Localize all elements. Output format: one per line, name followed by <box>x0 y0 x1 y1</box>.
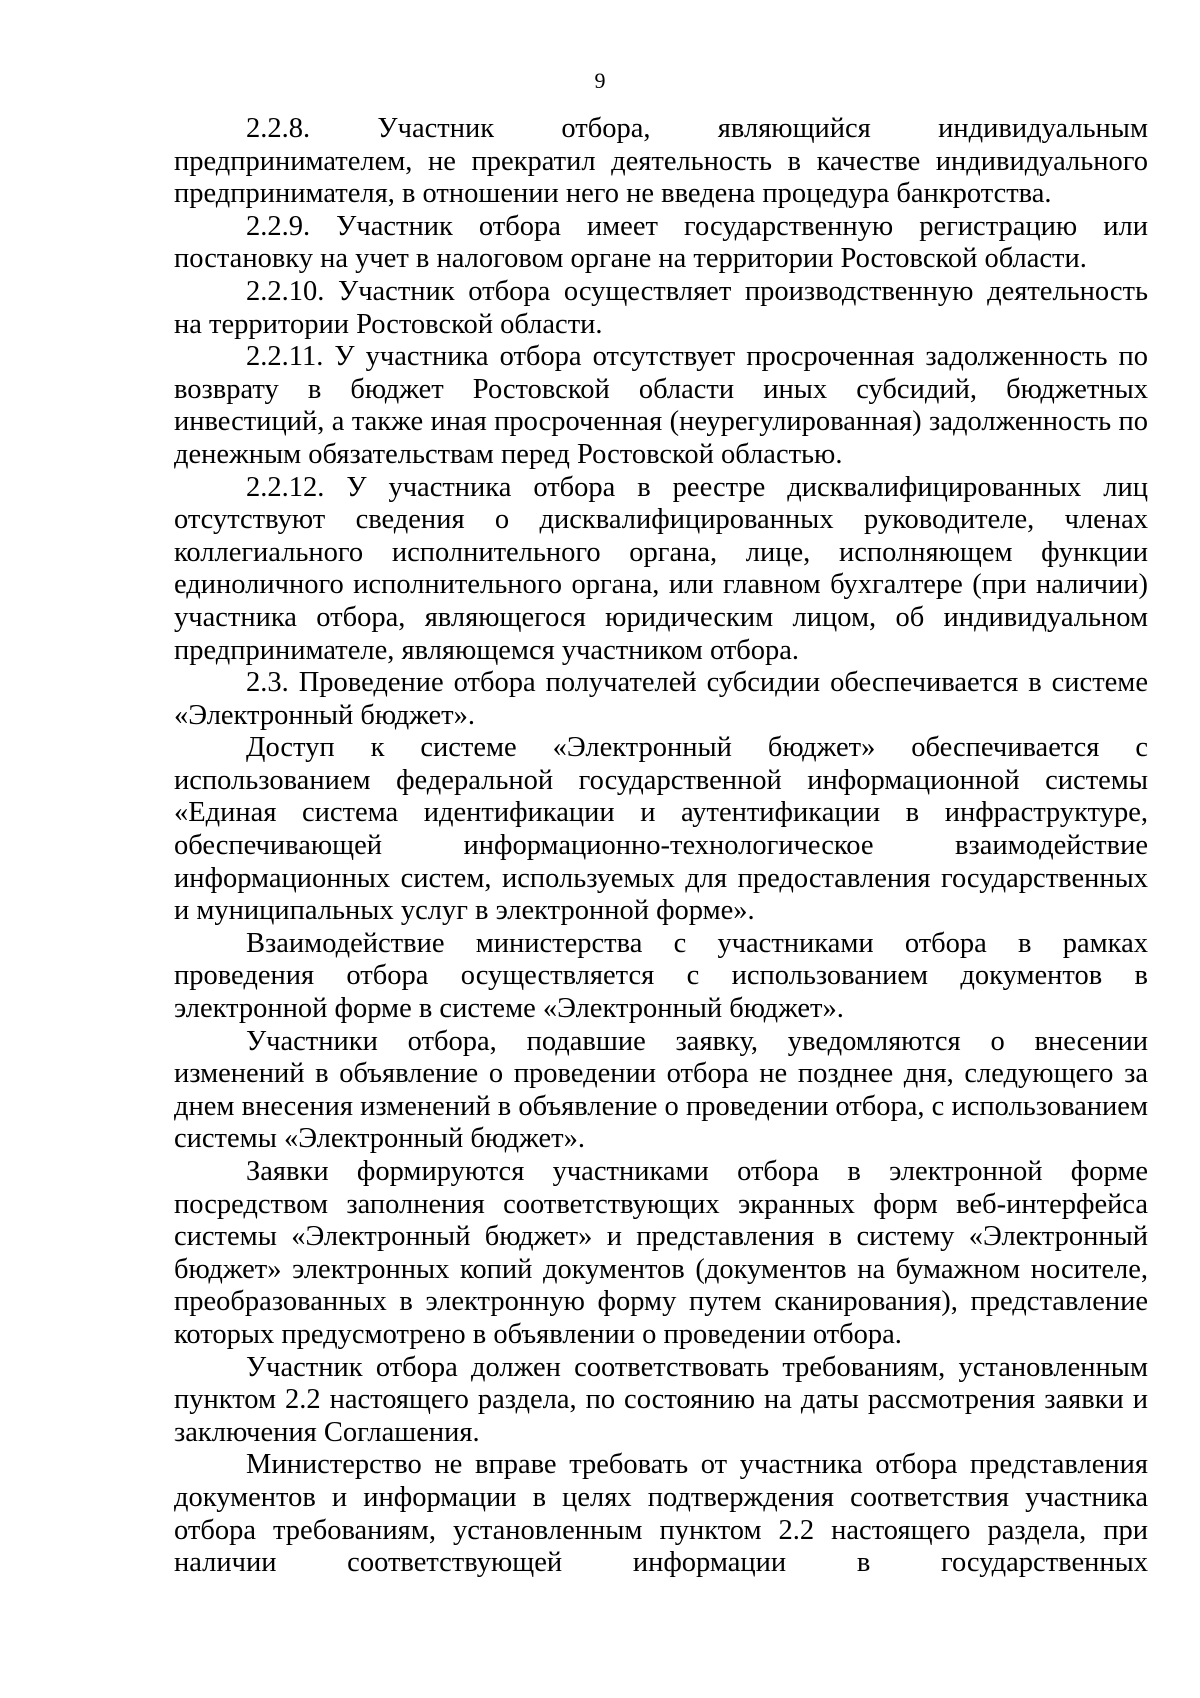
paragraph-2-3: 2.3. Проведение отбора получателей субсидии обеспечивается в системе «Электронный бюджет». <box>174 667 1148 731</box>
paragraph-notification: Участники отбора, подавшие заявку, уведомляются о внесении изменений в объявление о проведении отбора не позднее дня, следующего за днем внесения изменений в объявление о проведении отбора, с использованием системы «Электронный бюджет». <box>174 1025 1148 1155</box>
paragraph-compliance: Участник отбора должен соответствовать требованиям, установленным пунктом 2.2 настоящего раздела, по состоянию на даты рассмотрения заявки и заключения Соглашения. <box>174 1351 1148 1448</box>
page-number: 9 <box>594 68 606 93</box>
paragraph-2-2-9: 2.2.9. Участник отбора имеет государственную регистрацию или постановку на учет в налоговом органе на территории Ростовской области. <box>174 210 1148 275</box>
paragraph-ministry: Министерство не вправе требовать от участника отбора представления документов и информации в целях подтверждения соответствия участника отбора требованиям, установленным пунктом 2.2 настоящего раздела, при наличии соответствующей информации в государственных <box>174 1449 1148 1579</box>
paragraph-access: Доступ к системе «Электронный бюджет» обеспечивается с использованием федеральной государственной информационной системы «Единая система идентификации и аутентификации в инфраструктуре, обеспечивающей информационно-технологическое взаимодействие информационных систем, используемых для предоставления государственных и муниципальных услуг в электронной форме». <box>174 732 1148 927</box>
paragraph-2-2-8: 2.2.8. Участник отбора, являющийся индивидуальным предпринимателем, не прекратил деятельность в качестве индивидуального предпринимателя, в отношении него не введена процедура банкротства. <box>174 113 1148 210</box>
paragraph-2-2-10: 2.2.10. Участник отбора осуществляет производственную деятельность на территории Ростовской области. <box>174 275 1148 340</box>
paragraph-applications: Заявки формируются участниками отбора в электронной форме посредством заполнения соответствующих экранных форм веб-интерфейса системы «Электронный бюджет» и представления в систему «Электронный бюджет» электронных копий документов (документов на бумажном носителе, преобразованных в электронную форму путем сканирования), представление которых предусмотрено в объявлении о проведении отбора. <box>174 1156 1148 1350</box>
paragraph-interaction: Взаимодействие министерства с участниками отбора в рамках проведения отбора осуществляется с использованием документов в электронной форме в системе «Электронный бюджет». <box>174 927 1148 1025</box>
paragraph-2-2-11: 2.2.11. У участника отбора отсутствует просроченная задолженность по возврату в бюджет Ростовской области иных субсидий, бюджетных инвестиций, а также иная просроченная (неурегулированная) задолженность по денежным обязательствам перед Ростовской областью. <box>174 341 1148 470</box>
paragraph-2-2-12: 2.2.12. У участника отбора в реестре дисквалифицированных лиц отсутствуют сведения о дисквалифицированных руководителе, членах коллегиального исполнительного органа, лице, исполняющем функции единоличного исполнительного органа, или главном бухгалтере (при наличии) участника отбора, являющегося юридическим лицом, об индивидуальном предпринимателе, являющемся участником отбора. <box>174 471 1148 666</box>
document-body <box>174 113 1148 1580</box>
